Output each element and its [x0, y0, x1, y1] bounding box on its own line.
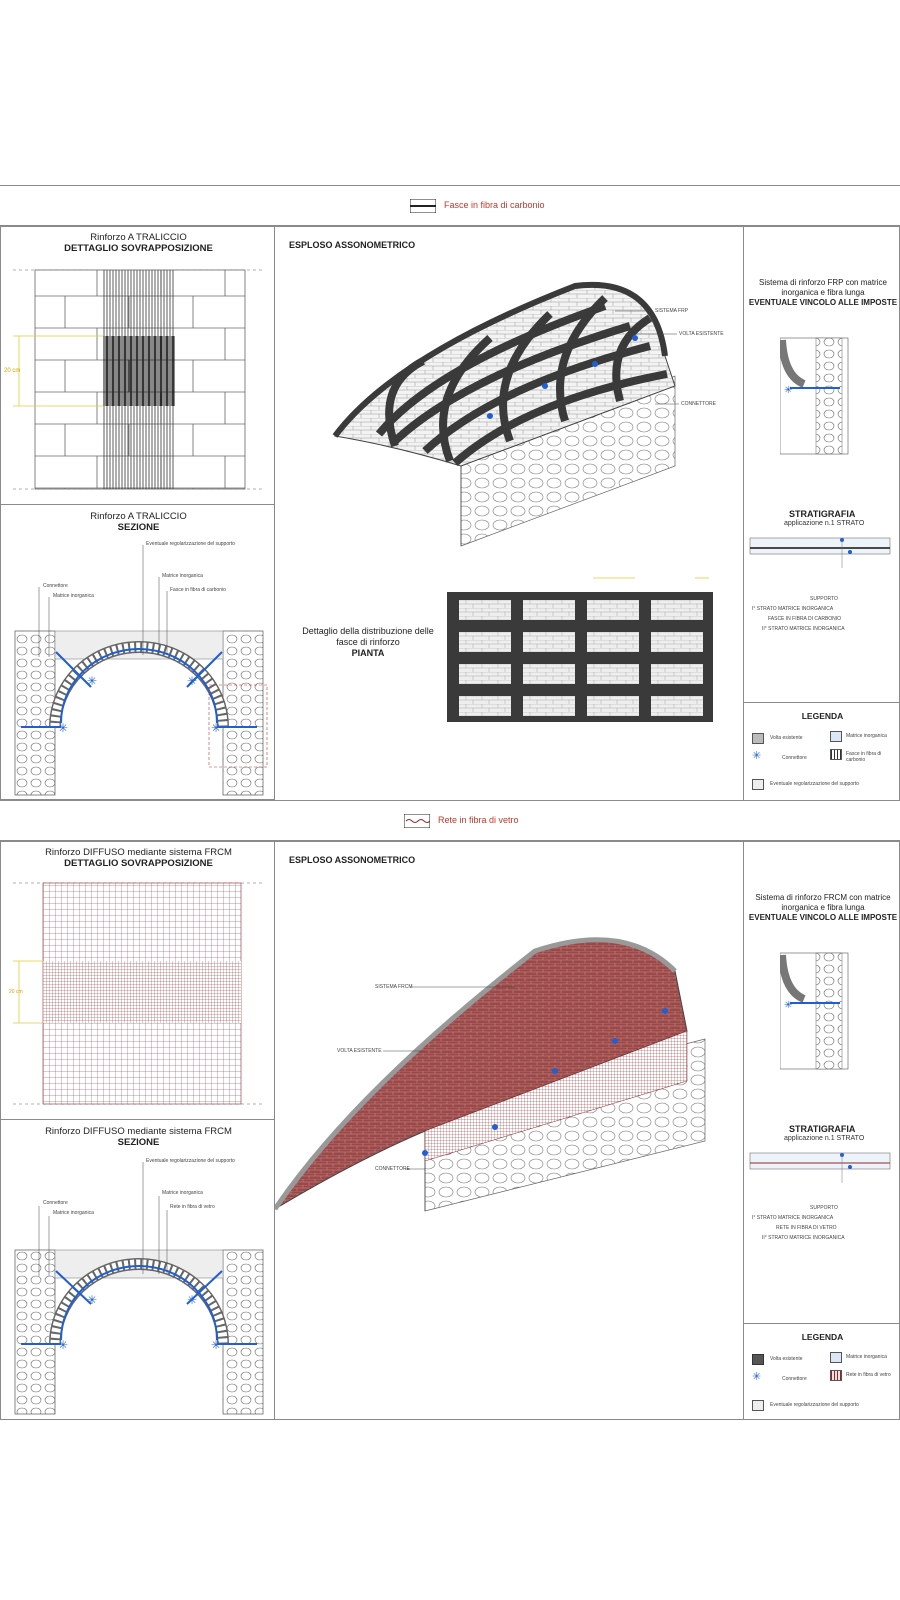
top-label-matrice: Matrice inorganica — [162, 573, 203, 579]
bottom-strat-title: STRATIGRAFIA — [789, 1124, 856, 1134]
top-axo-label-sistema: SISTEMA FRP — [655, 308, 689, 314]
bottom-overlap-drawing — [13, 879, 263, 1114]
connector-icon: ✳ — [752, 750, 762, 762]
bottom-overlap-title: Rinforzo DIFFUSO mediante sistema FRCM DETTAGLIO SOVRAPPOSIZIONE — [45, 847, 232, 869]
legend-swatch-rete — [830, 1370, 842, 1381]
bottom-label-connettore: Connettore — [43, 1200, 68, 1206]
top-overlap-drawing — [13, 264, 263, 499]
bottom-label-rete: Rete in fibra di vetro — [170, 1204, 215, 1210]
svg-text:✳: ✳ — [87, 1293, 98, 1307]
bottom-legend-title: LEGENDA — [801, 1332, 844, 1342]
top-legend-title: LEGENDA — [801, 711, 844, 721]
top-axo-label-connettore: CONNETTORE — [681, 401, 716, 407]
top-strat-layer-2: I° STRATO MATRICE INORGANICA — [752, 606, 834, 612]
bottom-legend-rete: Rete in fibra di vetro — [846, 1372, 891, 1378]
top-axo-panel — [274, 225, 744, 801]
top-strat-title: STRATIGRAFIA — [789, 509, 856, 519]
svg-text:✳: ✳ — [187, 674, 198, 688]
top-legend-regolarizzazione: Eventuale regolarizzazione del supporto — [770, 781, 859, 787]
bottom-legend-volta: Volta esistente — [770, 1356, 803, 1362]
bottom-label-matrice: Matrice inorganica — [162, 1190, 203, 1196]
svg-text:✳: ✳ — [784, 385, 793, 396]
bottom-axo-panel — [274, 840, 744, 1420]
top-legend-fasce: Fasce in fibra di carbonio — [846, 751, 882, 763]
bottom-strat-sub: applicazione n.1 STRATO — [784, 1135, 865, 1142]
svg-text:✳: ✳ — [211, 721, 222, 735]
svg-text:✳: ✳ — [187, 1293, 198, 1307]
bottom-strat-layer-2: I° STRATO MATRICE INORGANICA — [752, 1215, 834, 1221]
top-side-drawing — [780, 336, 850, 456]
legend-swatch-matrice — [830, 731, 842, 742]
svg-text:✳: ✳ — [58, 721, 69, 735]
bottom-axo-label-sistema: SISTEMA FRCM — [375, 984, 413, 990]
legend-swatch-matrice-b — [830, 1352, 842, 1363]
svg-text:✳: ✳ — [87, 674, 98, 688]
bottom-strat-layer-4: II° STRATO MATRICE INORGANICA — [762, 1235, 845, 1241]
bottom-axo-label-volta: VOLTA ESISTENTE — [337, 1048, 382, 1054]
bottom-band-label: Rete in fibra di vetro — [438, 815, 519, 825]
legend-swatch-regolarizzazione-b — [752, 1400, 764, 1411]
bottom-label-matrice-left: Matrice inorganica — [53, 1210, 94, 1216]
carbon-band-icon — [410, 199, 436, 213]
top-section-panel — [0, 504, 275, 800]
legend-swatch-volta-dark — [752, 1354, 764, 1365]
top-label-matrice-left: Matrice inorganica — [53, 593, 94, 599]
top-vault-drawing — [275, 266, 745, 596]
top-strat-sub: applicazione n.1 STRATO — [784, 520, 865, 527]
top-side-panel — [743, 225, 900, 703]
bottom-overlap-dim: 20 cm — [9, 989, 23, 995]
bottom-legend-panel — [743, 1323, 900, 1420]
top-overlap-dim: 20 cm — [4, 368, 21, 374]
svg-text:✳: ✳ — [784, 1000, 793, 1011]
top-band — [0, 185, 900, 227]
bottom-strat-layer-3: RETE IN FIBRA DI VETRO — [776, 1225, 837, 1231]
bottom-label-regolarizzazione: Eventuale regolarizzazione del supporto — [146, 1158, 235, 1164]
bottom-side-title: Sistema di rinforzo FRCM con matrice inorganica e fibra lunga EVENTUALE VINCOLO ALLE IMPOSTE — [748, 893, 898, 922]
top-overlap-title: Rinforzo A TRALICCIO DETTAGLIO SOVRAPPOSIZIONE — [64, 232, 213, 254]
bottom-axo-label-connettore: CONNETTORE — [375, 1166, 410, 1172]
top-strat-layer-3: FASCE IN FIBRA DI CARBONIO — [768, 616, 842, 622]
top-section-title: Rinforzo A TRALICCIO SEZIONE — [90, 511, 187, 533]
top-legend-volta: Volta esistente — [770, 735, 803, 741]
bottom-legend-regolarizzazione: Eventuale regolarizzazione del supporto — [770, 1402, 859, 1408]
bottom-strat-drawing — [746, 1145, 896, 1185]
legend-swatch-regolarizzazione — [752, 779, 764, 790]
bottom-band — [0, 800, 900, 842]
top-label-regolarizzazione: Eventuale regolarizzazione del supporto — [146, 541, 235, 547]
bottom-section-panel — [0, 1119, 275, 1420]
top-strat-drawing — [746, 530, 896, 570]
bottom-section-drawing — [1, 1154, 276, 1419]
top-overlap-panel — [0, 225, 275, 505]
legend-swatch-fasce — [830, 749, 842, 760]
legend-swatch-volta — [752, 733, 764, 744]
top-side-title: Sistema di rinforzo FRP con matrice inorganica e fibra lunga EVENTUALE VINCOLO ALLE IMPOSTE — [748, 278, 898, 307]
glass-mesh-band-icon — [404, 814, 430, 828]
top-legend-connettore: Connettore — [782, 755, 807, 761]
bottom-axo-title: ESPLOSO ASSONOMETRICO — [289, 855, 416, 865]
svg-text:✳: ✳ — [58, 1338, 69, 1352]
top-plan-caption: Dettaglio della distribuzione delle fasce di rinforzo PIANTA — [302, 626, 434, 658]
bottom-legend-connettore: Connettore — [782, 1376, 807, 1382]
top-strat-layer-1: SUPPORTO — [810, 596, 838, 602]
top-label-connettore: Connettore — [43, 583, 68, 589]
top-section-drawing — [1, 537, 276, 797]
bottom-strat-layer-1: SUPPORTO — [810, 1205, 838, 1211]
bottom-vault-drawing — [275, 891, 745, 1331]
top-label-fasce: Fasce in fibra di carbonio — [170, 587, 226, 593]
svg-text:✳: ✳ — [211, 1338, 222, 1352]
bottom-legend-matrice: Matrice inorganica — [846, 1354, 887, 1360]
top-strat-layer-4: II° STRATO MATRICE INORGANICA — [762, 626, 845, 632]
bottom-section-title: Rinforzo DIFFUSO mediante sistema FRCM SEZIONE — [45, 1126, 232, 1148]
bottom-side-panel — [743, 840, 900, 1324]
connector-icon-b: ✳ — [752, 1371, 762, 1383]
top-axo-label-volta: VOLTA ESISTENTE — [679, 331, 724, 337]
top-axo-title: ESPLOSO ASSONOMETRICO — [289, 240, 416, 250]
top-legend-matrice: Matrice inorganica — [846, 733, 887, 739]
top-plan-drawing — [445, 576, 725, 726]
bottom-overlap-panel — [0, 840, 275, 1120]
top-legend-panel — [743, 702, 900, 801]
top-band-label: Fasce in fibra di carbonio — [444, 200, 545, 210]
bottom-side-drawing — [780, 951, 850, 1071]
